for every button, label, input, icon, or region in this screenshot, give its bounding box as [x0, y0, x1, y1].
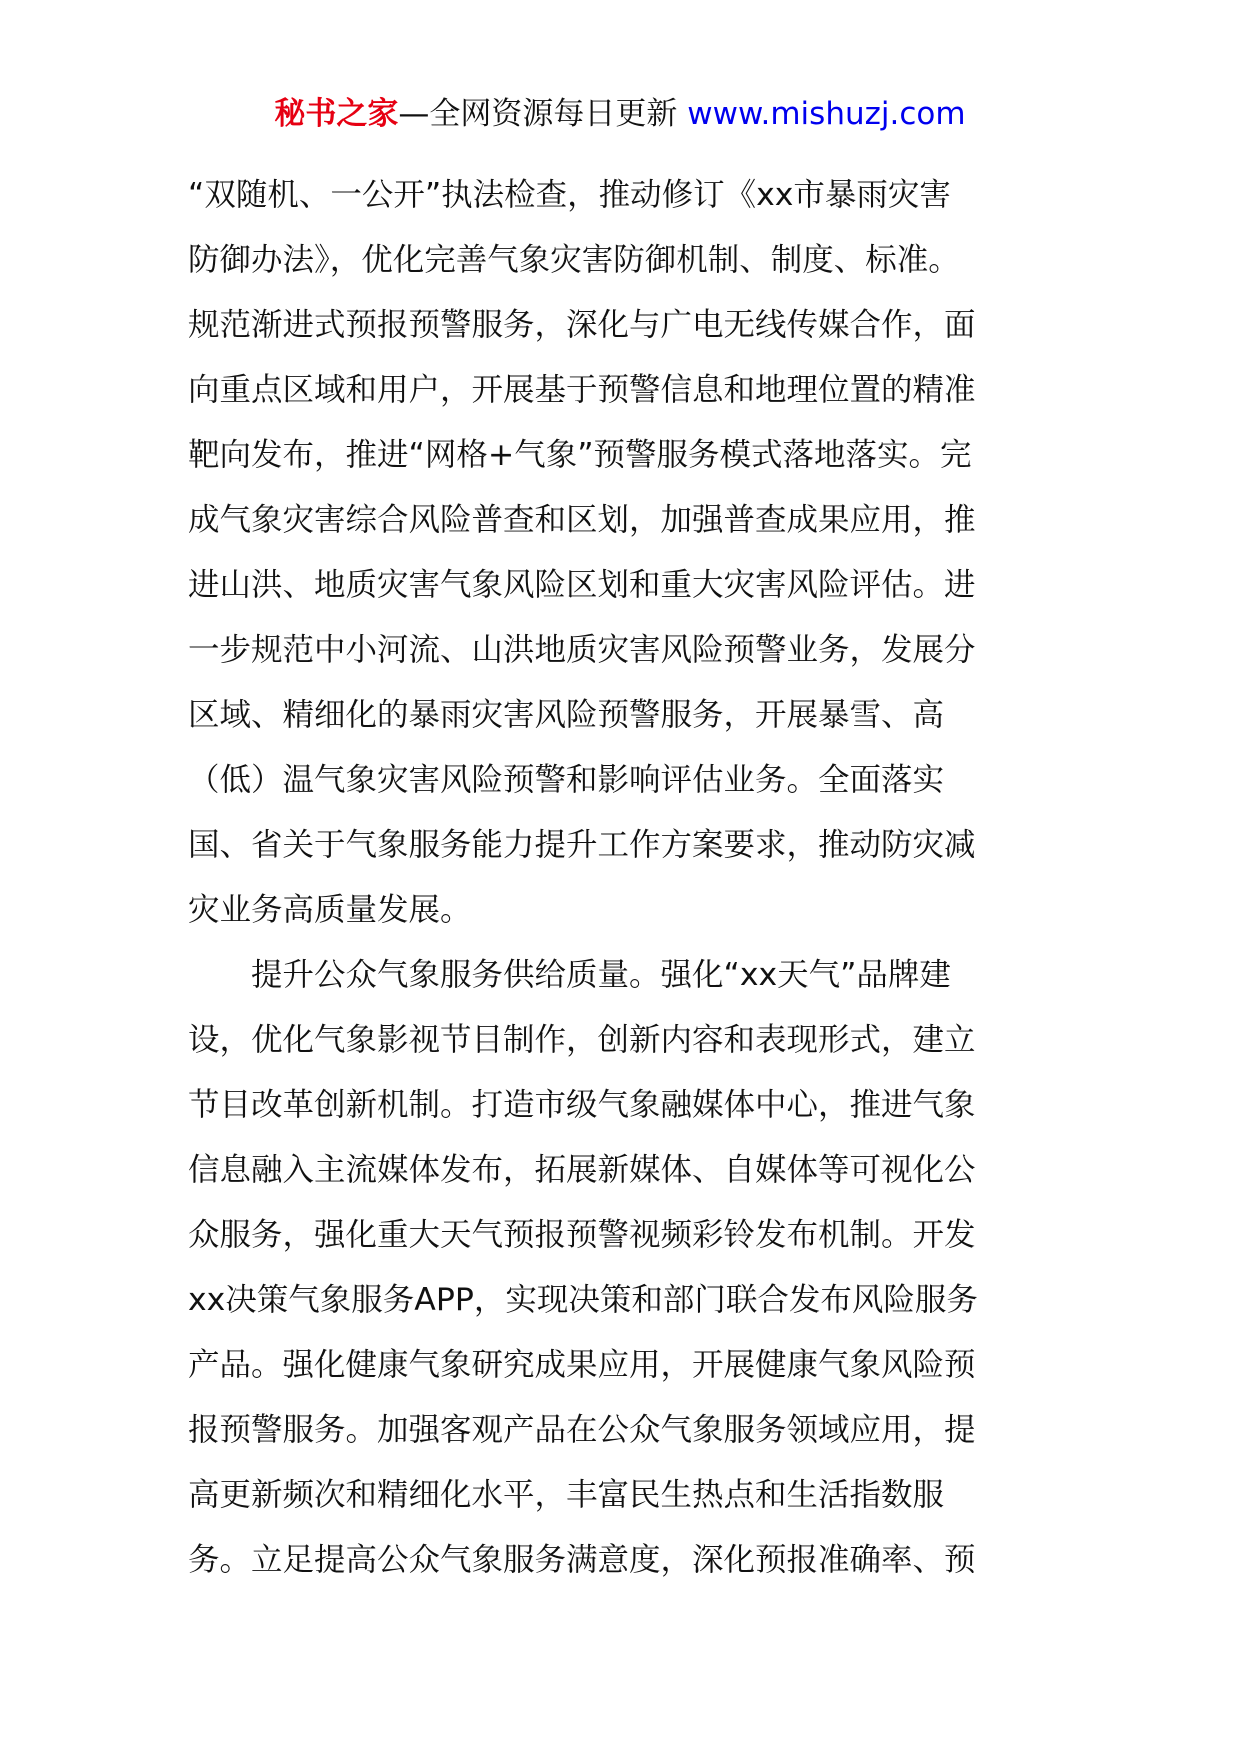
text-line: xx决策气象服务APP，实现决策和部门联合发布风险服务 — [188, 1282, 978, 1318]
text-line: 一步规范中小河流、山洪地质灾害风险预警业务，发展分 — [188, 632, 976, 668]
text-line: 节目改革创新机制。打造市级气象融媒体中心，推进气象 — [188, 1087, 976, 1123]
text-line: “双随机、一公开”执法检查，推动修订《xx市暴雨灾害 — [188, 177, 951, 213]
text-line: （低）温气象灾害风险预警和影响评估业务。全面落实 — [188, 762, 945, 798]
text-line: 靶向发布，推进“网格+气象”预警服务模式落地落实。完 — [188, 437, 972, 473]
text-line: 国、省关于气象服务能力提升工作方案要求，推动防灾减 — [188, 827, 976, 863]
text-line: 向重点区域和用户，开展基于预警信息和地理位置的精准 — [188, 372, 976, 408]
text-line: 务。立足提高公众气象服务满意度，深化预报准确率、预 — [188, 1542, 976, 1578]
text-line: 规范渐进式预报预警服务，深化与广电无线传媒合作，面 — [188, 307, 976, 343]
text-line: 防御办法》，优化完善气象灾害防御机制、制度、标准。 — [188, 242, 960, 278]
text-line: 众服务，强化重大天气预报预警视频彩铃发布机制。开发 — [188, 1217, 976, 1253]
text-line: 产品。强化健康气象研究成果应用，开展健康气象风险预 — [188, 1347, 976, 1383]
document-body — [188, 163, 1054, 1593]
text-line: 高更新频次和精细化水平，丰富民生热点和生活指数服 — [188, 1477, 945, 1513]
text-line: 进山洪、地质灾害气象风险区划和重大灾害风险评估。进 — [188, 567, 976, 603]
brand-name: 秘书之家 — [274, 96, 399, 132]
text-line: 成气象灾害综合风险普查和区划，加强普查成果应用，推 — [188, 502, 976, 538]
paragraph-first-line: 提升公众气象服务供给质量。强化“xx天气”品牌建 — [251, 957, 951, 993]
text-line: 报预警服务。加强客观产品在公众气象服务领域应用，提 — [188, 1412, 976, 1448]
text-line: 信息融入主流媒体发布，拓展新媒体、自媒体等可视化公 — [188, 1152, 976, 1188]
text-line: 灾业务高质量发展。 — [188, 892, 472, 928]
page-header — [0, 94, 1240, 134]
website-link[interactable]: www.mishuzj.com — [687, 96, 966, 132]
text-line: 区域、精细化的暴雨灾害风险预警服务，开展暴雪、高 — [188, 697, 945, 733]
header-tagline: —全网资源每日更新 — [398, 96, 678, 132]
text-line: 设，优化气象影视节目制作，创新内容和表现形式，建立 — [188, 1022, 976, 1058]
